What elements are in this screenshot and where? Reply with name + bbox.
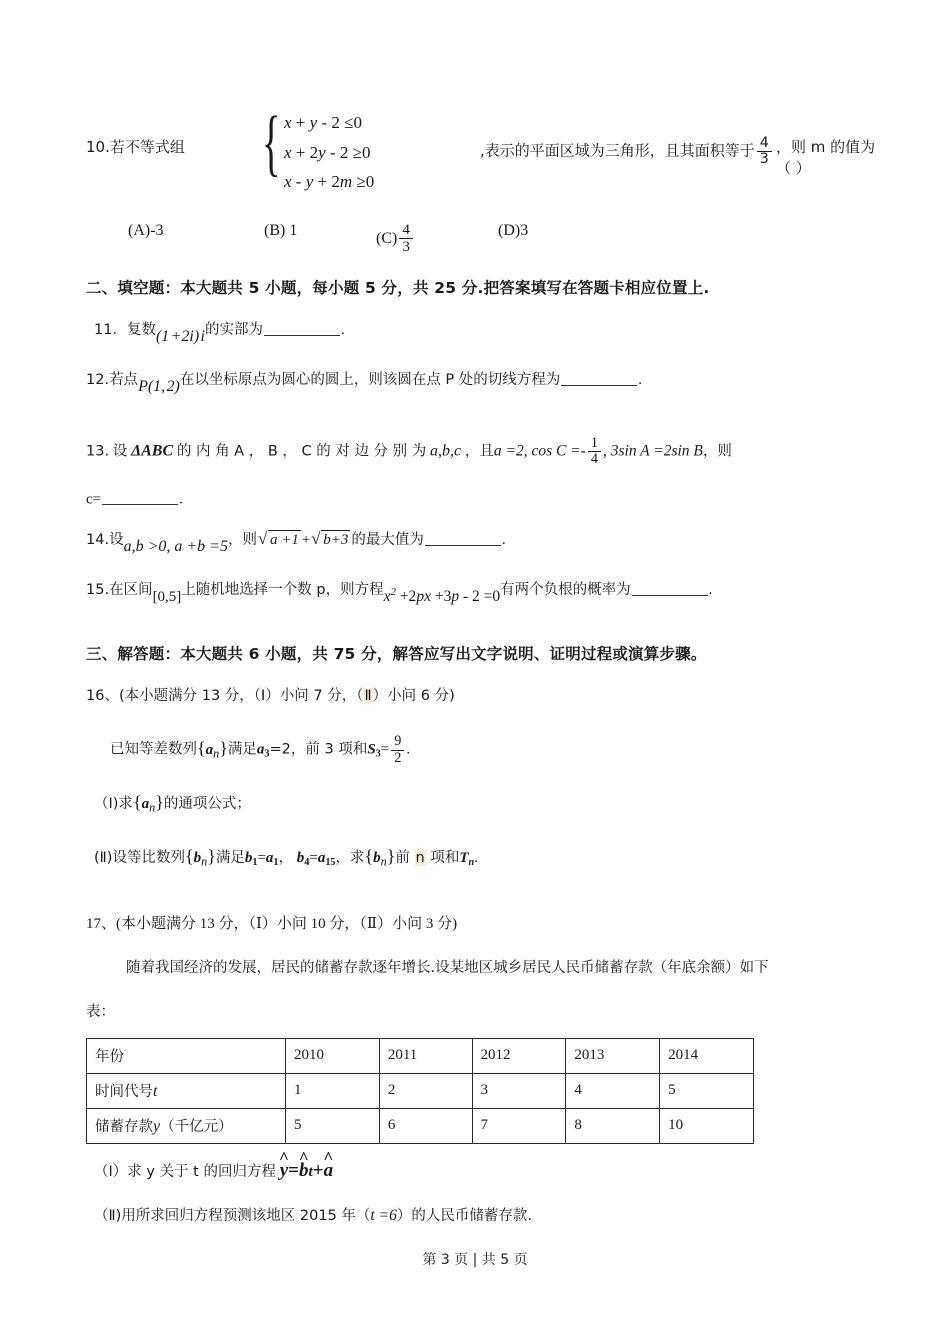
question-15-text1: 在区间 [109,582,153,599]
y-hat: ^ y [280,1160,288,1182]
question-16-part-2 [86,846,876,876]
section-2-heading: 二、填空题：本大题共 5 小题，每小题 5 分，共 25 分.把答案填写在答题卡相应位置上. [86,279,710,297]
cell-t-5: 5 [660,1073,754,1108]
answer-blank-14[interactable] [425,531,501,546]
question-13-eq1: a =2, cos C =- [493,442,586,460]
triangle-abc: ΔABC [131,442,174,460]
question-11-period: . [340,322,345,338]
question-15-number: 15. [86,582,110,599]
seq-a-subscript: n [213,746,220,761]
cosc-fraction [588,436,601,468]
question-10-system [284,108,374,197]
choice-b[interactable]: (B) 1 [264,222,298,239]
part2-seq-symbol: b [193,849,202,866]
question-16-part2-pre: (Ⅱ)设等比数列 [94,849,185,866]
question-12 [86,368,876,398]
table-row [87,1073,754,1108]
s3-num: 9 [394,733,402,750]
s3-symbol: S [367,741,376,758]
question-16-part2-tail: 前 n 项和 [395,849,460,866]
question-10-tail2: ，则 m 的值为（ ） [776,138,876,177]
a3-value-text: =2，前 3 项和 [269,741,368,758]
table-row [87,1108,754,1143]
choice-c[interactable] [376,222,415,256]
cell-t-4: 4 [566,1073,660,1108]
cell-y-1: 5 [286,1108,380,1143]
cell-t-2: 2 [379,1073,472,1108]
system-brace-icon: { [262,102,281,184]
part2-comma-1: ， [278,849,294,866]
cell-y-2: 6 [379,1108,472,1143]
part1-seq-symbol: a [141,795,150,812]
triangle-sides: a,b,c [430,442,462,460]
seq-bn-braces-2: $\{b_n\}$ [364,845,396,869]
question-15-interval: [0,5] [152,588,182,605]
part2-seq2-symbol: b [373,849,381,866]
row-label-savings [87,1108,286,1143]
question-13-answer-label: c= [86,491,102,508]
section-3-heading: 三、解答题：本大题共 6 小题，共 75 分，解答应写出文字说明、证明过程或演算步骤。 [86,645,707,664]
tn-symbol: T [459,849,469,866]
page-content [86,100,876,1234]
s3-den: 2 [391,750,404,766]
cell-t-3: 3 [472,1073,566,1108]
cell-year-2014: 2014 [660,1038,754,1073]
regression-equals: = [288,1159,299,1181]
question-13-eq2: , 3sin A =2sin B [602,442,703,460]
answer-blank-11[interactable] [264,321,340,336]
question-14-number: 14. [86,532,110,549]
question-10-lead: 10.若不等式组 [86,138,185,156]
question-17-table-label: 表： [86,1003,115,1020]
cell-y-3: 7 [472,1108,566,1143]
tn-subscript: n [468,856,475,868]
a1-subscript: 1 [273,856,279,868]
question-11-expression: (1 +2i) i [155,327,205,345]
part2-comma-2: ，求 [335,849,365,866]
question-16-header [86,684,876,714]
cell-y-4: 8 [566,1108,660,1143]
cell-year-2011: 2011 [379,1038,472,1073]
question-17-part-1 [86,1160,876,1190]
seq-an-braces-2: $\{a_n\}$ [132,791,164,815]
question-16-part-1 [86,792,876,822]
sqrt-b-plus-3-radicand: b+3 [323,532,349,549]
cell-t-1: 1 [286,1073,380,1108]
choice-c-label: (C) [376,230,398,248]
a-hat: ^ a [324,1160,334,1182]
question-13-text2: 的 内 角 A ， B ， C 的 对 边 分 别 为 [176,443,427,460]
question-14-period: . [501,532,506,549]
page-footer: 第 3 页 | 共 5 页 [422,1252,528,1268]
question-12-number: 12. [86,372,110,388]
question-14-text-after: 的最大值为 [351,532,424,549]
cell-year-2012: 2012 [472,1038,566,1073]
regression-equation [280,1160,333,1181]
question-12-period: . [638,372,643,388]
question-10-tail-text: ,表示的平面区域为三角形，且其面积等于 [480,141,755,160]
question-17-intro: 随着我国经济的发展，居民的储蓄存款逐年增长.设某地区城乡居民人民币储蓄存款（年底余额）如下 [126,959,769,976]
question-10 [86,100,876,204]
a1-symbol: a [265,849,274,866]
b1-equals: = [257,849,266,866]
question-16-body-text2: 满足 [227,741,257,758]
question-12-text-before: 若点 [109,372,139,388]
question-17-part2-tvalue: t =6 [370,1206,397,1224]
area-numerator: 4 [759,135,769,151]
question-11-number: 11． [94,322,127,338]
seq-an-braces: $\{a_n\}$ [197,737,228,761]
cosc-den: 4 [588,451,601,467]
b4-symbol: b [296,849,305,866]
question-17-header: 17、(本小题满分 13 分，（Ⅰ）小问 10 分，（Ⅱ）小问 3 分) [86,915,458,932]
row-label-savings-unit: （千亿元） [160,1119,233,1136]
b1-symbol: b [244,849,253,866]
cell-year-2013: 2013 [566,1038,660,1073]
question-13-period: . [179,491,183,508]
regression-plus: + [312,1159,324,1181]
question-15 [86,578,876,608]
row-label-year [87,1038,286,1073]
tn-period: . [474,849,478,866]
answer-blank-12[interactable] [561,371,637,386]
question-17-part2-tail: ）的人民币储蓄存款. [396,1207,532,1224]
question-13-text3: ，且 [464,443,494,460]
cell-year-2010: 2010 [286,1038,380,1073]
question-14-condition: a,b >0, a +b =5 [123,537,228,555]
system-line-3: x - y + 2m ≥0 [284,172,375,192]
question-17-part2-text: （Ⅱ)用所求回归方程预测该地区 2015 年（ [94,1207,371,1224]
question-17-body-line1 [86,956,876,986]
b4-equals: = [309,849,318,866]
question-11-text-before: 复数 [126,322,156,338]
choice-c-num: 4 [402,221,410,238]
question-13-number: 13. [86,443,110,460]
question-17-body-line2 [86,1000,876,1030]
part2-seq-subscript: n [201,854,208,869]
b1-subscript: 1 [252,856,258,868]
savings-data-table [86,1038,754,1144]
s3-equals: = [380,741,390,758]
question-15-equation: $x^2 +2px +3p - 2 =0$ [383,585,501,605]
answer-blank-15[interactable] [632,581,708,596]
question-16-part2-mid: 满足 [215,849,245,866]
cosc-num: 1 [590,435,598,451]
s3-subscript: 3 [375,748,381,760]
question-16-body-text1: 已知等差数列 [110,741,197,758]
question-16-body [86,734,876,766]
choice-a[interactable]: (A)-3 [128,222,164,239]
question-15-text2: 上随机地选择一个数 p，则方程 [181,582,384,599]
a3-symbol: a [256,741,265,758]
area-denominator: 3 [757,151,772,167]
n-marker: n [415,849,425,866]
b-hat: ^ b [299,1160,309,1182]
row-label-timecode [87,1073,286,1108]
a15-symbol: a [317,849,326,866]
question-13 [86,436,876,508]
answer-blank-13[interactable] [102,490,178,505]
choice-c-fraction [399,222,413,256]
question-14-plus: + [301,532,311,549]
area-fraction [757,136,772,168]
regression-t: t [308,1162,313,1180]
question-16-part2-marker: Ⅱ [364,688,372,705]
question-16-part1-post: 的通项公式； [163,795,251,812]
cell-y-5: 10 [660,1108,754,1143]
question-11-text-after: 的实部为 [204,322,263,338]
question-14 [86,528,876,558]
question-17-part1-text: （Ⅰ）求 y 关于 t 的回归方程 [94,1163,276,1180]
s3-period: . [406,741,411,758]
question-15-period: . [708,582,713,599]
sqrt-a-plus-1 [258,530,301,549]
question-14-then: ，则 [227,532,257,549]
row-label-savings-symbol: y [153,1118,161,1136]
question-14-text-before: 设 [109,532,124,549]
choice-d[interactable]: (D)3 [498,222,529,239]
question-16-header-text: 16、(本小题满分 13 分，（Ⅰ）小问 7 分，（Ⅱ）小问 6 分) [86,688,455,705]
row-label-timecode-text: 时间代号 [95,1084,153,1101]
question-16-part1-pre: （Ⅰ)求 [94,795,133,812]
a3-subscript: 3 [264,748,270,760]
b4-subscript: 4 [304,856,310,868]
question-13-line2 [86,490,876,508]
row-label-year-text: 年份 [95,1049,124,1066]
choice-c-den: 3 [399,238,413,255]
system-line-2: x + 2y - 2 ≥0 [284,142,371,162]
sqrt-a-plus-1-radicand: a +1 [269,532,299,549]
seq-bn-braces: $\{b_n\}$ [184,845,216,869]
question-10-tail [480,136,774,168]
s3-fraction [391,734,404,766]
question-12-point: P(1, 2) [138,377,180,395]
question-15-text3: 有两个负根的概率为 [500,582,631,599]
row-label-timecode-symbol: t [153,1083,158,1101]
seq-a-symbol: a [205,741,214,758]
question-13-text4: ，则 [702,443,732,460]
question-17-part-2 [86,1204,876,1234]
row-label-savings-text: 储蓄存款 [95,1119,153,1136]
question-13-text1: 设 [112,443,128,460]
question-12-text-after: 在以坐标原点为圆心的圆上，则该圆在点 P 处的切线方程为 [179,372,561,388]
part2-seq2-subscript: n [380,854,387,869]
a15-subscript: 15 [325,856,336,868]
question-11 [86,318,876,348]
part1-seq-subscript: n [149,800,156,815]
question-10-choices [86,212,876,254]
sqrt-b-plus-3 [311,530,350,549]
system-line-1: x + y - 2 ≤0 [284,113,362,132]
table-row [87,1038,754,1073]
